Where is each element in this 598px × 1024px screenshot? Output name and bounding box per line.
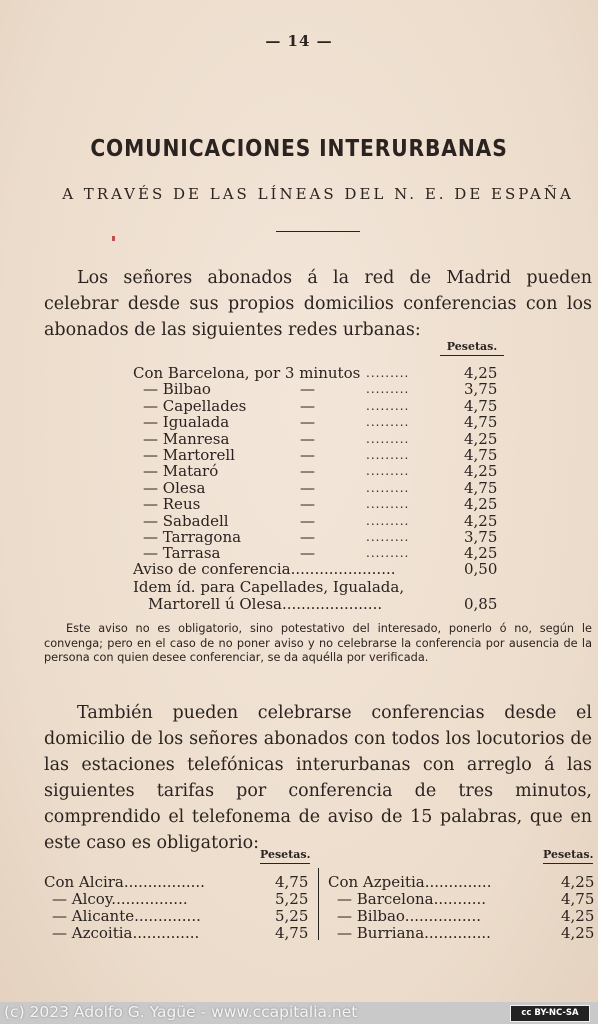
table-row-value: 5,25 bbox=[275, 890, 309, 908]
rate-row bbox=[0, 479, 598, 495]
left-pesetas-header: Pesetas. bbox=[260, 848, 310, 864]
table-row-label: — Burriana.............. bbox=[337, 924, 491, 942]
rate-row bbox=[0, 413, 598, 432]
rate-value: 4,25 bbox=[464, 511, 498, 530]
ditto-mark: — bbox=[300, 544, 315, 563]
page-title: COMUNICACIONES INTERURBANAS bbox=[90, 136, 508, 162]
leader-dots: ......... bbox=[366, 530, 410, 544]
ditto-mark: — bbox=[300, 396, 315, 415]
rate-label: — Mataró bbox=[143, 462, 219, 481]
license-badge[interactable]: cc BY-NC-SA bbox=[510, 1005, 590, 1022]
rate-label: — Tarrasa bbox=[143, 544, 221, 563]
table-row-value: 5,25 bbox=[275, 907, 309, 925]
rate-row bbox=[0, 495, 598, 514]
table-row-label: Con Azpeitia.............. bbox=[328, 873, 492, 891]
rate-value: 4,25 bbox=[464, 495, 498, 514]
rate-row bbox=[0, 446, 598, 462]
aviso-label: Aviso de conferencia...................... bbox=[133, 560, 396, 578]
aviso2-value: 0,85 bbox=[464, 595, 498, 613]
title-rule bbox=[276, 231, 360, 232]
ditto-mark: — bbox=[300, 380, 315, 399]
pesetas-header: Pesetas. bbox=[440, 340, 504, 356]
leader-dots: ......... bbox=[366, 448, 410, 462]
rate-value: 3,75 bbox=[464, 380, 498, 399]
rate-label: — Martorell bbox=[143, 446, 235, 464]
note-paragraph: Este aviso no es obligatorio, sino potestativo del interesado, ponerlo ó no, según le convenga; pero en el caso de no poner aviso y no celebrarse la conferencia por ausencia de la persona con quien desee conferenciar, se da aquélla por verificada. bbox=[44, 622, 592, 664]
rate-label: — Manresa bbox=[143, 429, 230, 448]
aviso2-line2: Martorell ú Olesa..................... bbox=[148, 595, 383, 613]
rate-value: 4,75 bbox=[464, 413, 498, 432]
table-row-value: 4,25 bbox=[561, 873, 595, 891]
right-pesetas-header: Pesetas. bbox=[543, 848, 593, 864]
leader-dots: ......... bbox=[366, 497, 410, 512]
ditto-mark: — bbox=[300, 528, 315, 546]
ink-mark bbox=[112, 236, 115, 241]
table-row-value: 4,25 bbox=[561, 907, 595, 925]
leader-dots: ......... bbox=[366, 382, 410, 397]
second-paragraph: También pueden celebrarse conferencias desde el domicilio de los señores abonados con todos los locutorios de las estaciones telefónicas interurbanas con arreglo á las siguientes tarifas por conferencia de tres minutos, comprendido el telefonema de aviso de 15 palabras, que en este caso es obligatorio: bbox=[44, 703, 592, 853]
rate-row bbox=[0, 380, 598, 399]
rate-label: — Bilbao bbox=[143, 380, 211, 399]
rate-row bbox=[0, 462, 598, 481]
rate-label: — Sabadell bbox=[143, 511, 229, 530]
table-row-value: 4,75 bbox=[561, 890, 595, 908]
rate-label: — Olesa bbox=[143, 478, 206, 497]
rate-value: 4,25 bbox=[464, 364, 498, 382]
aviso-value: 0,50 bbox=[464, 560, 498, 578]
table-row-value: 4,25 bbox=[561, 924, 595, 942]
ditto-mark: — bbox=[300, 446, 315, 464]
footer-bar bbox=[0, 1002, 598, 1024]
table-row-label: Con Alcira................. bbox=[44, 873, 205, 891]
column-divider bbox=[318, 868, 319, 940]
leader-dots: ......... bbox=[366, 366, 410, 380]
leader-dots: ......... bbox=[366, 480, 410, 495]
ditto-mark: — bbox=[300, 495, 315, 514]
rate-row bbox=[0, 512, 598, 528]
leader-dots: ......... bbox=[366, 513, 410, 528]
rate-row bbox=[0, 528, 598, 544]
intro-paragraph: Los señores abonados á la red de Madrid pueden celebrar desde sus propios domicilios conferencias con los abonados de las siguientes redes urbanas: bbox=[44, 268, 592, 340]
ditto-mark: — bbox=[300, 429, 315, 448]
page-subtitle: A TRAVÉS DE LAS LÍNEAS DEL N. E. DE ESPAÑA bbox=[62, 185, 574, 203]
table-row-value: 4,75 bbox=[275, 873, 309, 891]
table-row-label: — Azcoitia.............. bbox=[52, 924, 200, 942]
rate-value: 4,25 bbox=[464, 429, 498, 448]
rate-label: — Reus bbox=[143, 495, 201, 514]
leader-dots: ......... bbox=[366, 415, 410, 430]
rate-label: — Tarragona bbox=[143, 528, 242, 546]
ditto-mark: — bbox=[300, 478, 315, 497]
rate-value: 3,75 bbox=[464, 528, 498, 546]
rate-value: 4,75 bbox=[464, 478, 498, 497]
footer-credit: (c) 2023 Adolfo G. Yagüe - www.ccapitalia.net bbox=[4, 1003, 358, 1021]
leader-dots: ......... bbox=[366, 398, 410, 413]
table-row-label: — Barcelona........... bbox=[337, 890, 487, 908]
rate-row bbox=[0, 397, 598, 413]
rate-row bbox=[0, 430, 598, 446]
ditto-mark: — bbox=[300, 462, 315, 481]
rate-value: 4,75 bbox=[464, 446, 498, 464]
rate-value: 4,25 bbox=[464, 544, 498, 563]
rate-label: Con Barcelona, por 3 minutos bbox=[133, 364, 361, 382]
rate-row bbox=[0, 364, 598, 380]
aviso2-line1: Idem íd. para Capellades, Igualada, bbox=[133, 578, 405, 596]
aviso-row bbox=[133, 560, 396, 578]
rate-value: 4,25 bbox=[464, 462, 498, 481]
leader-dots: ......... bbox=[366, 546, 410, 561]
page-number: — 14 — bbox=[265, 32, 333, 50]
ditto-mark: — bbox=[300, 413, 315, 432]
leader-dots: ......... bbox=[366, 431, 410, 446]
table-row-label: — Alcoy................ bbox=[52, 890, 188, 908]
ditto-mark: — bbox=[300, 511, 315, 530]
table-row-label: — Bilbao................ bbox=[337, 907, 481, 925]
rate-value: 4,75 bbox=[464, 396, 498, 415]
leader-dots: ......... bbox=[366, 464, 410, 479]
rate-row bbox=[0, 544, 598, 563]
table-row-value: 4,75 bbox=[275, 924, 309, 942]
rate-label: — Capellades bbox=[143, 396, 247, 415]
rate-label: — Igualada bbox=[143, 413, 230, 432]
table-row-label: — Alicante.............. bbox=[52, 907, 201, 925]
